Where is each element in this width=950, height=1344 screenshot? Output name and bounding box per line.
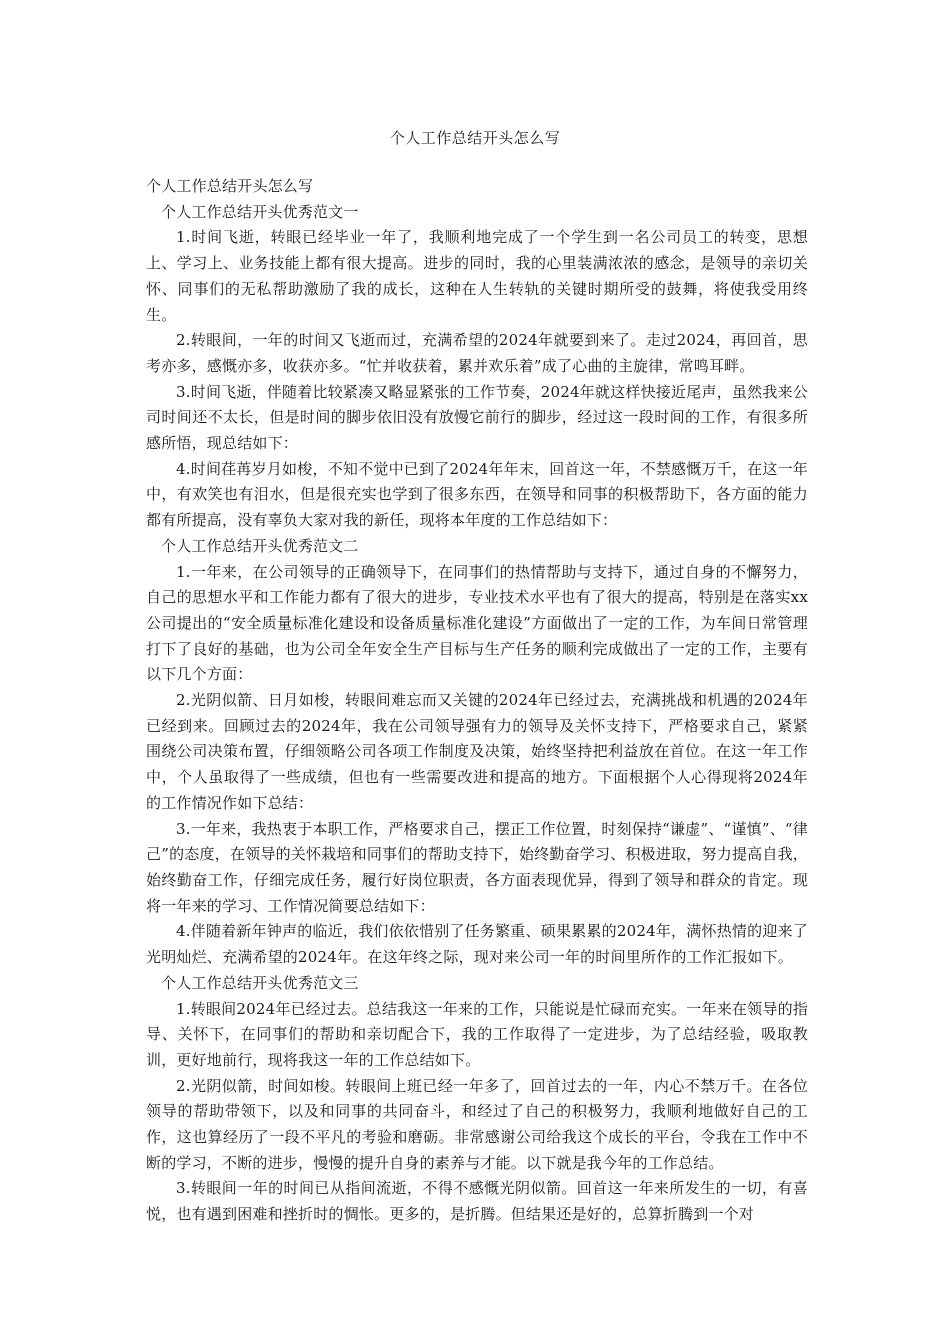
paragraph: 2.光阴似箭、日月如梭，转眼间难忘而又关键的2024年已经过去，充满挑战和机遇的2024年已经到来。回顾过去的2024年，我在公司领导强有力的领导及关怀支持下，严格要求自己，紧紧围绕公司决策布置，仔细领略公司各项工作制度及决策，始终坚持把利益放在首位。在这一年工作中，个人虽取得了一些成绩，但也有一些需要改进和提高的地方。下面根据个人心得现将2024年的工作情况作如下总结：: [146, 691, 808, 812]
paragraph: 4.时间荏苒岁月如梭，不知不觉中已到了2024年年末，回首这一年，不禁感慨万千，在这一年中，有欢笑也有泪水，但是很充实也学到了很多东西，在领导和同事的积极帮助下，各方面的能力都有所提高，没有辜负大家对我的新任，现将本年度的工作总结如下：: [146, 459, 808, 530]
paragraph: 3.时间飞逝，伴随着比较紧凑又略显紧张的工作节奏，2024年就这样快接近尾声，虽然我来公司时间还不太长，但是时间的脚步依旧没有放慢它前行的脚步，经过这一段时间的工作，有很多所感所悟，现总结如下：: [146, 382, 808, 453]
document-body: [146, 174, 808, 1228]
paragraph: 2.光阴似箭，时间如梭。转眼间上班已经一年多了，回首过去的一年，内心不禁万千。在各位领导的帮助带领下，以及和同事的共同奋斗，和经过了自己的积极努力，我顺利地做好自己的工作，这也算经历了一段不平凡的考验和磨砺。非常感谢公司给我这个成长的平台，令我在工作中不断的学习，不断的进步，慢慢的提升自身的素养与才能。以下就是我今年的工作总结。: [146, 1076, 808, 1172]
document-heading: 个人工作总结开头怎么写: [146, 177, 314, 195]
paragraph: 4.伴随着新年钟声的临近，我们依依惜别了任务繁重、硕果累累的2024年，满怀热情的迎来了光明灿烂、充满希望的2024年。在这年终之际，现对来公司一年的时间里所作的工作汇报如下。: [146, 922, 808, 967]
section-title: 个人工作总结开头优秀范文一: [161, 202, 359, 221]
document-title: 个人工作总结开头怎么写: [389, 129, 561, 147]
paragraph: 1.时间飞逝，转眼已经毕业一年了，我顺利地完成了一个学生到一名公司员工的转变，思想上、学习上、业务技能上都有很大提高。进步的同时，我的心里装满浓浓的感念，是领导的亲切关怀、同事们的无私帮助激励了我的成长，这种在人生转轨的关键时期所受的鼓舞，将使我受用终生。: [146, 228, 808, 324]
paragraph: 3.转眼间一年的时间已从指间流逝，不得不感慨光阴似箭。回首这一年来所发生的一切，有喜悦，也有遇到困难和挫折时的惆怅。更多的，是折腾。但结果还是好的，总算折腾到一个对: [146, 1179, 808, 1224]
section-title: 个人工作总结开头优秀范文三: [161, 973, 359, 992]
paragraph: 3.一年来，我热衷于本职工作，严格要求自己，摆正工作位置，时刻保持“谦虚”、“谨慎”、“律己”的态度，在领导的关怀栽培和同事们的帮助支持下，始终勤奋学习、积极进取，努力提高自我，始终勤奋工作，仔细完成任务，履行好岗位职责，各方面表现优异，得到了领导和群众的肯定。现将一年来的学习、工作情况简要总结如下：: [146, 819, 808, 915]
section-title: 个人工作总结开头优秀范文二: [161, 536, 359, 555]
paragraph: 1.一年来，在公司领导的正确领导下，在同事们的热情帮助与支持下，通过自身的不懈努力，自己的思想水平和工作能力都有了很大的进步，专业技术水平也有了很大的提高，特别是在落实xx公司提出的“安全质量标准化建设和设备质量标准化建设”方面做出了一定的工作，为车间日常管理打下了良好的基础，也为公司全年安全生产目标与生产任务的顺利完成做出了一定的工作，主要有以下几个方面：: [146, 562, 808, 684]
paragraph: 1.转眼间2024年已经过去。总结我这一年来的工作，只能说是忙碌而充实。一年来在领导的指导、关怀下，在同事们的帮助和亲切配合下，我的工作取得了一定进步，为了总结经验，吸取教训，更好地前行，现将我这一年的工作总结如下。: [146, 999, 808, 1069]
paragraph: 2.转眼间，一年的时间又飞逝而过，充满希望的2024年就要到来了。走过2024，再回首，思考亦多，感慨亦多，收获亦多。“忙并收获着，累并欢乐着”成了心曲的主旋律，常鸣耳畔。: [146, 331, 808, 375]
